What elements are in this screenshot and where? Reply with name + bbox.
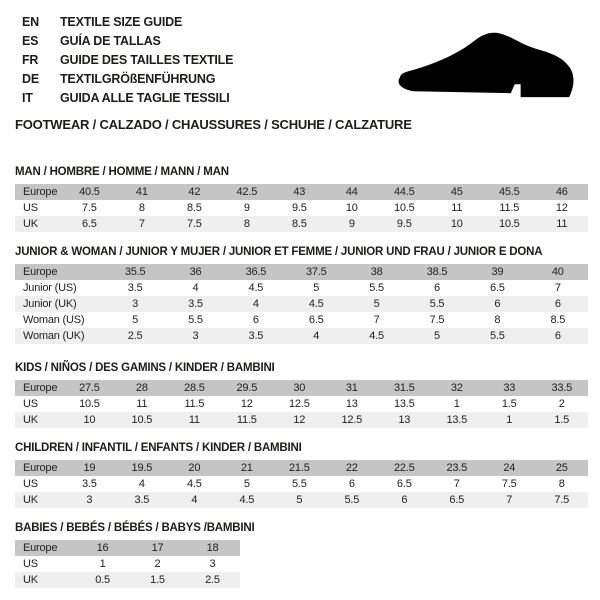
- size-cell: 12: [293, 414, 306, 426]
- size-cell: 7.5: [429, 314, 445, 326]
- table-row: [15, 572, 240, 588]
- size-cell: 6: [401, 494, 408, 506]
- size-cell: 12.5: [289, 398, 310, 410]
- size-cell: 44.5: [393, 186, 415, 198]
- size-cell: 10.5: [393, 202, 415, 214]
- size-cell: 4.5: [248, 282, 264, 294]
- section-babies: [0, 522, 600, 588]
- size-cell: 19: [83, 462, 96, 474]
- size-cell: 6.5: [490, 282, 505, 294]
- size-cell: 9.5: [396, 218, 412, 230]
- size-cell: 11: [451, 202, 463, 214]
- size-tables: [0, 166, 600, 588]
- size-cell: 2.5: [127, 330, 143, 342]
- size-cell: 12: [240, 398, 253, 410]
- size-cell: 12.5: [341, 414, 363, 426]
- size-cell: 5: [313, 282, 320, 294]
- size-cell: 22.5: [393, 462, 415, 474]
- size-cell: 3: [209, 558, 216, 570]
- size-cell: 22: [345, 462, 358, 474]
- size-cell: 39: [491, 266, 504, 278]
- size-cell: 5: [373, 298, 380, 310]
- table-row: [15, 296, 588, 312]
- size-cell: 6: [554, 330, 561, 342]
- section-kids: [0, 362, 600, 428]
- row-label: UK: [23, 494, 38, 506]
- size-cell: 7: [453, 478, 460, 490]
- row-label: UK: [23, 574, 38, 586]
- size-cell: 3: [192, 330, 199, 342]
- row-label: Europe: [23, 542, 58, 554]
- size-cell: 38: [370, 266, 383, 278]
- table-row: [15, 556, 240, 572]
- size-cell: 36: [189, 266, 202, 278]
- size-cell: 4.5: [308, 298, 324, 310]
- size-cell: 0.5: [95, 574, 110, 586]
- size-cell: 4: [192, 282, 199, 294]
- size-cell: 43: [293, 186, 306, 198]
- size-cell: 3.5: [248, 330, 264, 342]
- size-cell: 40: [551, 266, 564, 278]
- language-code: ES: [22, 34, 39, 48]
- size-cell: 31.5: [393, 382, 415, 394]
- size-table-man: [15, 184, 588, 232]
- table-row: [15, 540, 240, 556]
- size-cell: 24: [503, 462, 516, 474]
- size-cell: 10: [450, 218, 463, 230]
- size-cell: 11.5: [236, 414, 257, 426]
- section-title: JUNIOR & WOMAN / JUNIOR Y MUJER / JUNIOR ET FEMME / JUNIOR UND FRAU / JUNIOR E DONA: [15, 246, 543, 258]
- language-code: EN: [22, 15, 39, 29]
- size-cell: 9: [243, 202, 250, 214]
- size-cell: 23.5: [446, 462, 468, 474]
- size-cell: 8.5: [186, 202, 202, 214]
- size-cell: 9.5: [291, 202, 307, 214]
- size-cell: 3.5: [127, 282, 143, 294]
- size-cell: 37.5: [305, 266, 327, 278]
- size-cell: 7.5: [186, 218, 202, 230]
- row-label: US: [23, 558, 38, 570]
- size-cell: 10: [83, 414, 96, 426]
- size-cell: 27.5: [79, 382, 100, 394]
- language-code: DE: [22, 72, 39, 86]
- size-cell: 7: [554, 282, 561, 294]
- size-cell: 33.5: [551, 382, 573, 394]
- size-cell: 40.5: [79, 186, 100, 198]
- size-cell: 11: [188, 414, 200, 426]
- size-cell: 1.5: [150, 574, 165, 586]
- size-cell: 8.5: [550, 314, 566, 326]
- row-label: Woman (US): [23, 314, 85, 326]
- size-cell: 6.5: [82, 218, 97, 230]
- size-cell: 5: [132, 314, 139, 326]
- size-cell: 5.5: [344, 494, 360, 506]
- size-cell: 5: [296, 494, 303, 506]
- size-cell: 41: [135, 186, 148, 198]
- size-cell: 33: [503, 382, 516, 394]
- size-cell: 10.5: [79, 398, 100, 410]
- size-table-kids: [15, 380, 588, 428]
- size-cell: 11: [556, 218, 568, 230]
- size-cell: 4: [138, 478, 145, 490]
- size-cell: 4.5: [369, 330, 384, 342]
- size-cell: 10.5: [131, 414, 153, 426]
- size-cell: 6.5: [396, 478, 412, 490]
- row-label: Europe: [23, 266, 58, 278]
- size-table-babies: [15, 540, 240, 588]
- size-cell: 6: [348, 478, 355, 490]
- row-label: Junior (UK): [23, 298, 77, 310]
- size-cell: 6: [554, 298, 561, 310]
- size-cell: 10: [345, 202, 358, 214]
- row-label: US: [23, 478, 38, 490]
- size-cell: 6.5: [449, 494, 465, 506]
- size-cell: 8.5: [291, 218, 307, 230]
- section-title: CHILDREN / INFANTIL / ENFANTS / KINDER / BAMBINI: [15, 442, 302, 454]
- size-cell: 36.5: [245, 266, 267, 278]
- language-text: GUIDA ALLE TAGLIE TESSILI: [60, 91, 230, 105]
- table-row: [15, 264, 588, 280]
- size-cell: 3: [86, 494, 93, 506]
- size-cell: 21.5: [289, 462, 310, 474]
- row-label: Woman (UK): [23, 330, 85, 342]
- size-cell: 7.5: [501, 478, 517, 490]
- row-label: Europe: [23, 382, 58, 394]
- table-row: [15, 396, 588, 412]
- table-row: [15, 460, 588, 476]
- size-cell: 6.5: [308, 314, 324, 326]
- row-label: UK: [23, 218, 38, 230]
- row-label: US: [23, 202, 38, 214]
- size-cell: 5.5: [490, 330, 505, 342]
- size-cell: 11.5: [184, 398, 205, 410]
- size-cell: 7: [138, 218, 145, 230]
- size-cell: 5.5: [291, 478, 307, 490]
- size-cell: 6: [494, 298, 501, 310]
- size-cell: 29.5: [236, 382, 258, 394]
- section-junior-woman: [0, 246, 600, 344]
- table-row: [15, 312, 588, 328]
- size-cell: 12: [555, 202, 568, 214]
- row-label: UK: [23, 414, 38, 426]
- size-cell: 13.5: [393, 398, 415, 410]
- table-row: [15, 200, 588, 216]
- size-cell: 35.5: [124, 266, 146, 278]
- table-row: [15, 380, 588, 396]
- table-row: [15, 476, 588, 492]
- size-cell: 19.5: [131, 462, 153, 474]
- size-cell: 28.5: [184, 382, 205, 394]
- size-cell: 1.5: [501, 398, 517, 410]
- row-label: Europe: [23, 462, 58, 474]
- size-cell: 3.5: [188, 298, 203, 310]
- size-cell: 1: [453, 398, 460, 410]
- size-cell: 6: [252, 314, 259, 326]
- size-cell: 9: [348, 218, 355, 230]
- size-cell: 18: [206, 542, 219, 554]
- size-cell: 3.5: [134, 494, 150, 506]
- size-cell: 28: [135, 382, 148, 394]
- size-cell: 8: [494, 314, 501, 326]
- table-row: [15, 184, 588, 200]
- size-cell: 46: [555, 186, 568, 198]
- size-cell: 5: [434, 330, 440, 342]
- size-cell: 5.5: [188, 314, 203, 326]
- size-cell: 4: [313, 330, 320, 342]
- table-row: [15, 280, 588, 296]
- size-cell: 13: [398, 414, 411, 426]
- language-text: TEXTILE SIZE GUIDE: [60, 15, 183, 29]
- size-table-children: [15, 460, 588, 508]
- size-cell: 42: [188, 186, 201, 198]
- table-row: [15, 328, 588, 344]
- language-code: FR: [22, 53, 39, 67]
- size-cell: 7.5: [82, 202, 97, 214]
- table-row: [15, 216, 588, 232]
- language-text: GUIDE DES TAILLES TEXTILE: [60, 53, 234, 67]
- size-cell: 2: [558, 398, 565, 410]
- table-row: [15, 412, 588, 428]
- size-cell: 5: [243, 478, 250, 490]
- section-title: BABIES / BEBÉS / BÉBÉS / BABYS /BAMBINI: [15, 522, 255, 534]
- size-cell: 3: [132, 298, 139, 310]
- size-cell: 32: [450, 382, 463, 394]
- language-text: GUÍA DE TALLAS: [60, 34, 161, 48]
- row-label: Europe: [23, 186, 58, 198]
- size-cell: 7.5: [554, 494, 570, 506]
- size-cell: 30: [293, 382, 306, 394]
- size-cell: 7: [373, 314, 380, 326]
- size-cell: 7: [506, 494, 513, 506]
- size-cell: 5.5: [369, 282, 384, 294]
- size-cell: 3.5: [82, 478, 97, 490]
- size-cell: 8: [558, 478, 565, 490]
- size-cell: 1: [506, 414, 513, 426]
- size-cell: 2.5: [205, 574, 220, 586]
- section-title: KIDS / NIÑOS / DES GAMINS / KINDER / BAMBINI: [15, 362, 275, 374]
- size-cell: 8: [138, 202, 145, 214]
- size-cell: 8: [243, 218, 250, 230]
- row-label: Junior (US): [23, 282, 77, 294]
- row-label: US: [23, 398, 38, 410]
- language-code: IT: [22, 91, 33, 105]
- category-line: FOOTWEAR / CALZADO / CHAUSSURES / SCHUHE / CALZATURE: [15, 117, 412, 132]
- size-cell: 16: [96, 542, 109, 554]
- size-cell: 5.5: [429, 298, 445, 310]
- size-cell: 17: [151, 542, 164, 554]
- size-cell: 4: [252, 298, 259, 310]
- size-cell: 21: [240, 462, 253, 474]
- size-cell: 10.5: [498, 218, 520, 230]
- size-cell: 6: [434, 282, 440, 294]
- size-table-junior-woman: [15, 264, 588, 344]
- size-cell: 45: [450, 186, 463, 198]
- size-cell: 44: [345, 186, 358, 198]
- size-cell: 11: [136, 398, 148, 410]
- size-cell: 4.5: [239, 494, 255, 506]
- language-text: TEXTILGRÖßENFÜHRUNG: [60, 72, 216, 86]
- table-row: [15, 492, 588, 508]
- size-cell: 13: [345, 398, 358, 410]
- size-cell: 45.5: [498, 186, 520, 198]
- size-cell: 2: [154, 558, 161, 570]
- section-man: [0, 166, 600, 232]
- size-cell: 38.5: [426, 266, 448, 278]
- size-cell: 13.5: [446, 414, 468, 426]
- size-cell: 31: [345, 382, 358, 394]
- size-cell: 20: [188, 462, 201, 474]
- size-cell: 1.5: [554, 414, 570, 426]
- size-cell: 11.5: [499, 202, 520, 214]
- section-title: MAN / HOMBRE / HOMME / MANN / MAN: [15, 166, 229, 178]
- size-cell: 4.5: [186, 478, 202, 490]
- size-cell: 25: [555, 462, 568, 474]
- size-cell: 1: [99, 558, 106, 570]
- dress-shoe-icon: [394, 26, 582, 104]
- size-cell: 4: [191, 494, 198, 506]
- size-cell: 42.5: [236, 186, 258, 198]
- section-children: [0, 442, 600, 508]
